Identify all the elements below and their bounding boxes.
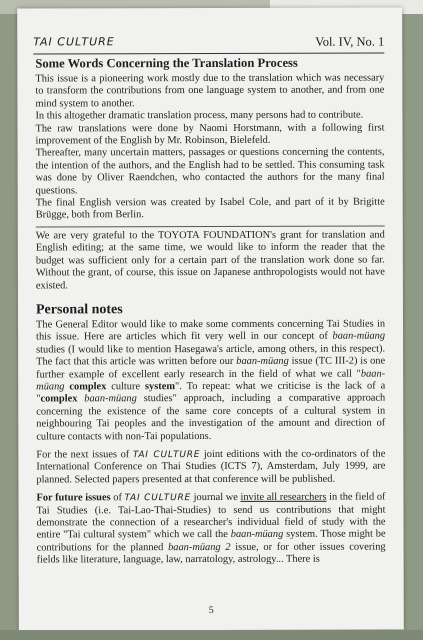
journal-title: TAI CULTURE [33, 35, 115, 49]
paragraph: In this altogether dramatic translation process, many persons had to contribute. [35, 109, 364, 122]
journal-name-inline: TAI CULTURE [132, 449, 201, 461]
paragraph: This issue is a pioneering work mostly due to the translation which was necessary to transform the contributions from one language system to another, and from one mind system to another. [35, 72, 385, 110]
paragraph: The raw translations were done by Naomi Horstmann, with a following first improvement of the English by Mr. Robinson, Bielefeld. [35, 122, 385, 147]
volume-label: Vol. IV, No. 1 [315, 34, 385, 49]
paragraph: Thereafter, many uncertain matters, passages or questions concerning the contents, the intention of the authors, and the English had to be settled. This consuming task was done by Oliver Raendchen, who contacted the authors for the many final questions. [35, 146, 385, 197]
paragraph: For the next issues of TAI CULTURE joint editions with the co-ordinators of the International Conference on Thai Studies (ICTS 7), Amsterdam, July 1999, are planned. Selected papers presented at that conference will be published. [36, 448, 386, 486]
page-body [35, 56, 385, 568]
section-title-translation: Some Words Concerning the Translation Process [35, 55, 298, 71]
running-header [33, 35, 384, 52]
paragraph: The final English version was created by Isabel Cole, and part of it by Brigitte Brügge, both from Berlin. [35, 196, 385, 221]
paragraph: We are very grateful to the TOYOTA FOUNDATION's grant for translation and English editing; at the same time, we would like to inform the reader that the budget was sufficient only for a certain part of the translation work done so far. Without the grant, of course, this issue on Japanese anthropologists would not have existed. [35, 229, 385, 291]
section-divider [36, 225, 385, 227]
paragraph: For future issues of TAI CULTURE journal we invite all researchers in the field of Tai Studies (i.e. Tai-Lao-Thai-Studies) to send us contributions that might demonstrate the connection of a researcher's individual field of study with the entire "Tai cultural system" which we call the baan-müang system. Those might be contributions for the planned baan-müang 2 issue, or for other issues covering fields like literature, language, law, narratology, astrology... There is [36, 491, 386, 566]
document-page [17, 7, 404, 630]
journal-name-inline: TAI CULTURE [124, 493, 192, 504]
page-number: 5 [208, 604, 214, 617]
paragraph: The General Editor would like to make some comments concerning Tai Studies in this issue. Here are articles which fit very well in our concept of baan-müang studies (I would like to mention Hasegawa's article, among others, in this respect). The fact that this article was written before our baan-müang issue (TC III-2) is one further example of excellent early research in the field of what we call "baan-müang complex culture system". To repeat: what we criticise is the lack of a "complex baan-müang studies" approach, including a comparative approach concerning the existence of the same core concepts of a cultural system in neighbouring Tai peoples and the investigation of the amount and direction of culture contacts with non-Tai populations. [36, 318, 386, 443]
section-title-personal-notes: Personal notes [35, 302, 123, 318]
header-rule [33, 53, 384, 55]
background-bottom [0, 630, 423, 640]
